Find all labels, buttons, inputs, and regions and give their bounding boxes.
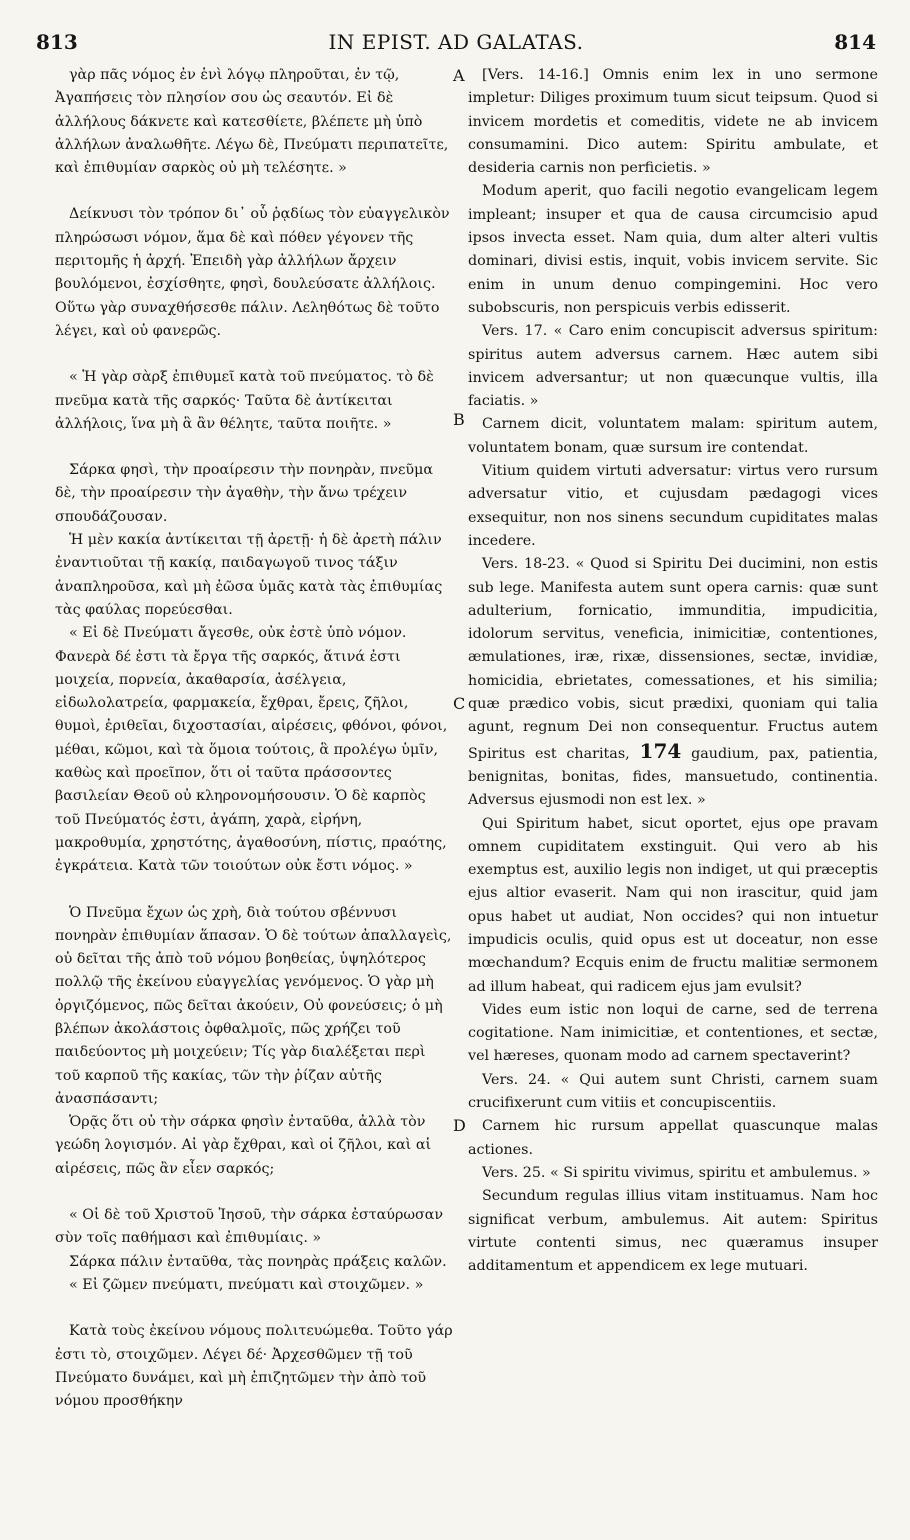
latin-paragraph: Carnem hic rursum appellat quascunque malas actiones. bbox=[468, 1118, 878, 1158]
latin-column bbox=[468, 64, 878, 1278]
latin-paragraph: Modum aperit, quo facili negotio evangelicam legem impleant; insuper et qua de causa circumcisio apud ipsos invecta esset. Nam quia, dum alter alteri vultis dominari, divisi estis, inquit, vobis invicem servite. Sic enim in unum denuo compingemini. Hoc vero subobscuris, non perspicuis verbis edisserit. bbox=[468, 183, 878, 316]
greek-paragraph: Κατὰ τοὺς ἐκείνου νόμους πολιτευώμεθα. Τοῦτο γάρ ἐστι τὸ, στοιχῶμεν. Λέγει δέ· Ἀρχεσθῶμεν τῇ τοῦ Πνεύματο δυνάμει, καὶ μὴ ἐπιζητῶμεν τὴν ἀπὸ τοῦ νόμου προσθήκην bbox=[55, 1323, 453, 1410]
greek-column bbox=[55, 64, 453, 1413]
greek-paragraph: « Εἰ ζῶμεν πνεύματι, πνεύματι καὶ στοιχῶμεν. » bbox=[69, 1276, 424, 1293]
greek-paragraph: Ἡ μὲν κακία ἀντίκειται τῇ ἀρετῇ· ἡ δὲ ἀρετὴ πάλιν ἐναντιοῦται τῇ κακίᾳ, παιδαγωγοῦ τινος τάξιν ἀναπληροῦσα, καὶ μὴ ἐῶσα ὑμᾶς κατὰ τὰς ἐπιθυμίας τὰς φαύλας πορεύεσθαι. bbox=[55, 532, 443, 618]
greek-paragraph: Δείκνυσι τὸν τρόπον δι᾽ οὗ ῥᾳδίως τὸν εὐαγγελικὸν πληρώσωσι νόμον, ἅμα δὲ καὶ πόθεν γέγονεν τῆς περιτομῆς ἡ ἀρχή. Ἐπειδὴ γὰρ ἀλλήλων ἄρχειν βουλόμενοι, ἐσχίσθητε, φησὶ, δουλεύσατε ἀλλήλοις. Οὕτω γὰρ συναχθήσεσθε πάλιν. Λεληθότως δὲ τοῦτο λέγει, καὶ οὐ φανερῶς. bbox=[55, 206, 450, 339]
latin-text: Vers. 18-23. « Quod si Spiritu Dei ducimini, non estis sub lege. Manifesta autem sunt opera carnis: quæ sunt adulterium, fornicatio, immunditia, impudicitia, idolorum servitus, veneficia, inimicitiæ, contentiones, æmulationes, iræ, rixæ, dissensiones, sectæ, invidiæ, homicidia, ebrietates, comessationes, et his similia; quæ prædico vobis, sicut prædixi, quoniam qui talia agunt, regnum Dei non consequentur. Fructus autem Spiritus est charitas, bbox=[468, 556, 878, 762]
page-number-left: 813 bbox=[36, 30, 78, 54]
latin-text: gaudium, pax, patientia, benignitas, bonitas, fides, mansuetudo, continentia. Adversus ejusmodi non est lex. » bbox=[468, 745, 878, 809]
page-number-right: 814 bbox=[834, 30, 876, 54]
page-header bbox=[36, 30, 876, 60]
section-marker-a: A bbox=[453, 66, 465, 85]
latin-paragraph: Vers. 17. « Caro enim concupiscit adversus spiritum: spiritus autem adversus carnem. Hæc autem sibi invicem adversantur; ut non quæcunque vultis, illa faciatis. » bbox=[468, 323, 878, 410]
latin-paragraph: Vers. 25. « Si spiritu vivimus, spiritu et ambulemus. » bbox=[482, 1164, 871, 1181]
section-marker-b: B bbox=[453, 410, 465, 429]
latin-paragraph: Carnem dicit, voluntatem malam: spiritum autem, voluntatem bonam, quæ sursum ire contendat. bbox=[468, 416, 878, 456]
section-marker-d: D bbox=[453, 1116, 466, 1135]
greek-paragraph: Σάρκα πάλιν ἐνταῦθα, τὰς πονηρὰς πράξεις καλῶν. bbox=[69, 1253, 447, 1270]
greek-paragraph: Σάρκα φησὶ, τὴν προαίρεσιν τὴν πονηρὰν, πνεῦμα δὲ, τὴν προαίρεσιν τὴν ἀγαθὴν, τὴν ἄνω τρέχειν σπουδάζουσαν. bbox=[55, 462, 434, 525]
greek-paragraph: Ὁ Πνεῦμα ἔχων ὡς χρὴ, διὰ τούτου σβέννυσι πονηρὰν ἐπιθυμίαν ἅπασαν. Ὁ δὲ τούτων ἀπαλλαγεὶς, οὐ δεῖται τῆς ἀπὸ τοῦ νόμου βοηθείας, ὑψηλότερος πολλῷ τῆς ἐκείνου εὐαγγελίας γενόμενος. Ὁ γὰρ μὴ ὀργιζόμενος, πῶς δεῖται ἀκούειν, Οὐ φονεύσεις; ὁ μὴ βλέπων ἀκολάστοις ὀφθαλμοῖς, πῶς χρήζει τοῦ παιδεύοντος μὴ μοιχεύειν; Τίς γὰρ διαλέξεται περὶ τοῦ καρποῦ τῆς κακίας, τῶν τὴν ῥίζαν αὐτῆς ἀνασπάσαντι; bbox=[55, 904, 452, 1107]
latin-paragraph: Secundum regulas illius vitam instituamus. Nam hoc significat verbum, ambulemus. Ait autem: Spiritus virtute contenti simus, nec quæramus insuper additamentum et appendicem ex lege mutuari. bbox=[468, 1188, 878, 1275]
greek-paragraph: « Οἱ δὲ τοῦ Χριστοῦ Ἰησοῦ, τὴν σάρκα ἐσταύρωσαν σὺν τοῖς παθήμασι καὶ ἐπιθυμίαις. » bbox=[55, 1207, 444, 1247]
greek-paragraph: Ὁρᾷς ὅτι οὐ τὴν σάρκα φησὶν ἐνταῦθα, ἀλλὰ τὸν γεώδη λογισμόν. Αἱ γὰρ ἔχθραι, καὶ οἱ ζῆλοι, καὶ αἱ αἱρέσεις, πῶς ἂν εἶεν σαρκός; bbox=[55, 1114, 432, 1177]
greek-paragraph: « Εἰ δὲ Πνεύματι ἄγεσθε, οὐκ ἐστὲ ὑπὸ νόμον. Φανερὰ δέ ἐστι τὰ ἔργα τῆς σαρκός, ἅτινά ἐστι μοιχεία, πορνεία, ἀκαθαρσία, ἀσέλγεια, εἰδωλολατρεία, φαρμακεία, ἔχθραι, ἔρεις, ζῆλοι, θυμοὶ, ἐριθεῖαι, διχοστασίαι, αἱρέσεις, φθόνοι, φόνοι, μέθαι, κῶμοι, καὶ τὰ ὅμοια τούτοις, ἃ προλέγω ὑμῖν, καθὼς καὶ προεῖπον, ὅτι οἱ ταῦτα πράσσοντες βασιλείαν Θεοῦ οὐ κληρονομήσουσιν. Ὁ δὲ καρπὸς τοῦ Πνεύματός ἐστι, ἀγάπη, χαρὰ, εἰρήνη, μακροθυμία, χρηστότης, ἀγαθοσύνη, πίστις, πραότης, ἐγκράτεια. Κατὰ τῶν τοιούτων οὐκ ἔστι νόμος. » bbox=[55, 625, 448, 875]
latin-paragraph: [Vers. 14-16.] Omnis enim lex in uno sermone impletur: Diliges proximum tuum sicut teipsum. Quod si invicem mordetis et comeditis, videte ne ab invicem consumamini. Dico autem: Spiritu ambulate, et desideria carnis non perficietis. » bbox=[468, 67, 878, 177]
latin-paragraph: Vitium quidem virtuti adversatur: virtus vero rursum adversatur vitio, et cujusdam pædagogi vices exsequitur, non nos sinens secundum cupiditates malas incedere. bbox=[468, 463, 878, 549]
latin-paragraph: Vers. 24. « Qui autem sunt Christi, carnem suam crucifixerunt cum vitiis et concupiscentiis. bbox=[468, 1071, 878, 1112]
latin-paragraph bbox=[468, 553, 878, 812]
latin-paragraph: Vides eum istic non loqui de carne, sed de terrena cogitatione. Nam inimicitiæ, et contentiones, et sectæ, vel hæreses, quonam modo ad carnem spectaverint? bbox=[468, 1001, 878, 1065]
running-title: IN EPIST. AD GALATAS. bbox=[328, 30, 584, 54]
section-marker-c: C bbox=[453, 694, 466, 713]
column-number: 174 bbox=[639, 738, 682, 763]
greek-paragraph: γὰρ πᾶς νόμος ἐν ἑνὶ λόγῳ πληροῦται, ἐν τῷ, Ἀγαπήσεις τὸν πλησίον σου ὡς σεαυτόν. Εἰ δὲ ἀλλήλους δάκνετε καὶ κατεσθίετε, βλέπετε μὴ ὑπὸ ἀλλήλων ἀναλωθῆτε. Λέγω δὲ, Πνεύματι περιπατεῖτε, καὶ ἐπιθυμίαν σαρκὸς οὐ μὴ τελέσητε. » bbox=[55, 67, 449, 177]
greek-paragraph: « Ἡ γὰρ σὰρξ ἐπιθυμεῖ κατὰ τοῦ πνεύματος. τὸ δὲ πνεῦμα κατὰ τῆς σαρκός· Ταῦτα δὲ ἀντίκειται ἀλλήλοις, ἵνα μὴ ἃ ἂν θέλητε, ταῦτα ποιῆτε. » bbox=[55, 369, 434, 432]
latin-paragraph: Qui Spiritum habet, sicut oportet, ejus ope pravam omnem cupiditatem exstinguit. Qui vero ab his exemptus est, auxilio legis non indiget, ut qui præceptis ejus altior evaserit. Nam qui non irascitur, quid jam opus habet ut audiat, Non occides? qui non intuetur impudicis oculis, quid opus est ut doceatur, non esse mœchandum? Ecquis enim de fructu malitiæ sermonem ad illum habeat, qui radicem ejus jam evulsit? bbox=[468, 815, 878, 995]
